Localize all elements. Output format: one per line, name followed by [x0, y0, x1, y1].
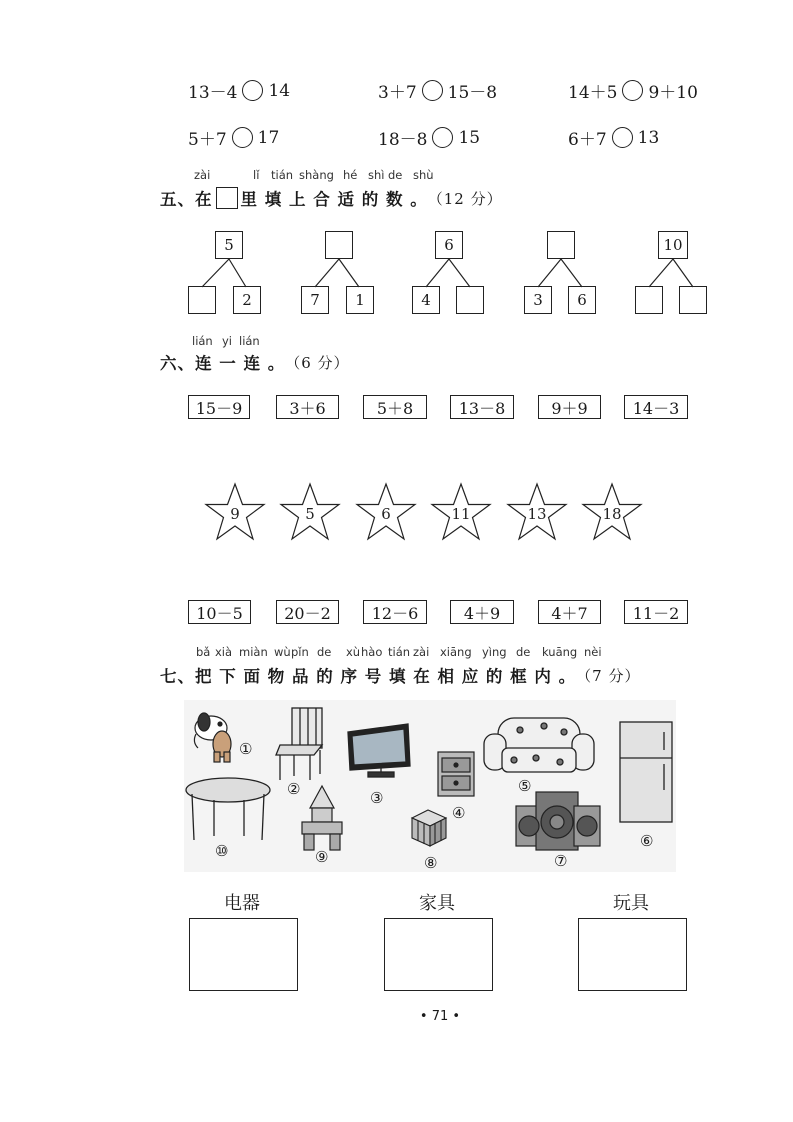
pinyin-line: lián yi lián: [192, 334, 260, 348]
bond-lines: [0, 0, 793, 330]
nightstand-icon[interactable]: [438, 752, 474, 796]
category-label-appliances: 电器: [224, 893, 260, 914]
compare-item: 6＋7 13: [568, 127, 660, 150]
item-number: ④: [452, 804, 466, 822]
expression-box[interactable]: 13－8: [450, 395, 514, 419]
item-number: ①: [239, 740, 253, 758]
sofa-icon[interactable]: [484, 718, 594, 772]
star-number: 5: [305, 505, 315, 523]
bond-left[interactable]: 7: [301, 286, 329, 314]
expression-box[interactable]: 20－2: [276, 600, 339, 624]
compare-item: 18－8 15: [378, 127, 481, 150]
bond-left[interactable]: 4: [412, 286, 440, 314]
category-label-toys: 玩具: [613, 893, 649, 914]
bond-left[interactable]: [188, 286, 216, 314]
expression-box[interactable]: 3＋6: [276, 395, 339, 419]
bond-left[interactable]: 3: [524, 286, 552, 314]
bond-right[interactable]: [456, 286, 484, 314]
item-number: ③: [370, 789, 384, 807]
item-number: ⑧: [424, 854, 438, 872]
bond-right[interactable]: 6: [568, 286, 596, 314]
star-number: 11: [451, 505, 471, 523]
section-title-7: 七、把 下 面 物 品 的 序 号 填 在 相 应 的 框 内 。 （7 分）: [160, 666, 641, 686]
answer-box-toys[interactable]: [578, 918, 687, 991]
star-number: 9: [230, 505, 240, 523]
compare-item: 13－4 14: [188, 80, 291, 103]
stars-row: [0, 470, 793, 570]
expression-box[interactable]: 4＋7: [538, 600, 601, 624]
chair-icon[interactable]: [276, 708, 322, 780]
page-number: • 71 •: [419, 1009, 461, 1024]
tv-icon[interactable]: [348, 724, 410, 777]
expression-box[interactable]: 14－3: [624, 395, 688, 419]
stereo-speakers-icon[interactable]: [516, 792, 600, 850]
section-title-5: 五、在 里 填 上 合 适 的 数 。 （12 分）: [160, 186, 503, 210]
expression-box[interactable]: 15－9: [188, 395, 250, 419]
pinyin-line: zài lǐ tián shàng hé shì de shù: [194, 168, 434, 182]
expression-box[interactable]: 5＋8: [363, 395, 427, 419]
bond-right[interactable]: [679, 286, 707, 314]
item-number: ⑥: [640, 832, 654, 850]
expression-box[interactable]: 4＋9: [450, 600, 514, 624]
pinyin-line: bǎ xià miàn wù pǐn de xù hào tián zài xiāng yìng de kuāng nèi: [196, 645, 602, 659]
expression-box[interactable]: 12－6: [363, 600, 427, 624]
expression-box[interactable]: 11－2: [624, 600, 688, 624]
section-title-6: 六、连 一 连 。 （6 分）: [160, 353, 350, 373]
category-label-furniture: 家具: [419, 893, 455, 914]
expression-box[interactable]: 9＋9: [538, 395, 601, 419]
round-table-icon[interactable]: [186, 778, 270, 840]
bond-right[interactable]: 2: [233, 286, 261, 314]
star-number: 6: [381, 505, 391, 523]
star-number: 13: [527, 505, 547, 523]
bond-right[interactable]: 1: [346, 286, 374, 314]
item-number: ⑩: [215, 842, 229, 860]
bond-top[interactable]: [325, 231, 353, 259]
bond-top[interactable]: [547, 231, 575, 259]
star-number: 18: [602, 505, 622, 523]
bond-top[interactable]: 10: [658, 231, 688, 259]
bond-top[interactable]: 5: [215, 231, 243, 259]
toy-dog-icon[interactable]: [194, 713, 231, 762]
rubiks-cube-icon[interactable]: [412, 810, 446, 846]
refrigerator-icon[interactable]: [620, 722, 672, 822]
item-number: ⑨: [315, 848, 329, 866]
item-number: ⑤: [518, 777, 532, 795]
compare-item: 5＋7 17: [188, 127, 280, 150]
bond-left[interactable]: [635, 286, 663, 314]
compare-item: 14＋5 9＋10: [568, 78, 698, 103]
expression-box[interactable]: 10－5: [188, 600, 251, 624]
building-blocks-icon[interactable]: [302, 786, 342, 850]
bond-top[interactable]: 6: [435, 231, 463, 259]
compare-item: 3＋7 15－8: [378, 78, 497, 103]
items-illustration: [184, 700, 676, 872]
item-number: ②: [287, 780, 301, 798]
answer-box-appliances[interactable]: [189, 918, 298, 991]
item-number: ⑦: [554, 852, 568, 870]
answer-box-furniture[interactable]: [384, 918, 493, 991]
